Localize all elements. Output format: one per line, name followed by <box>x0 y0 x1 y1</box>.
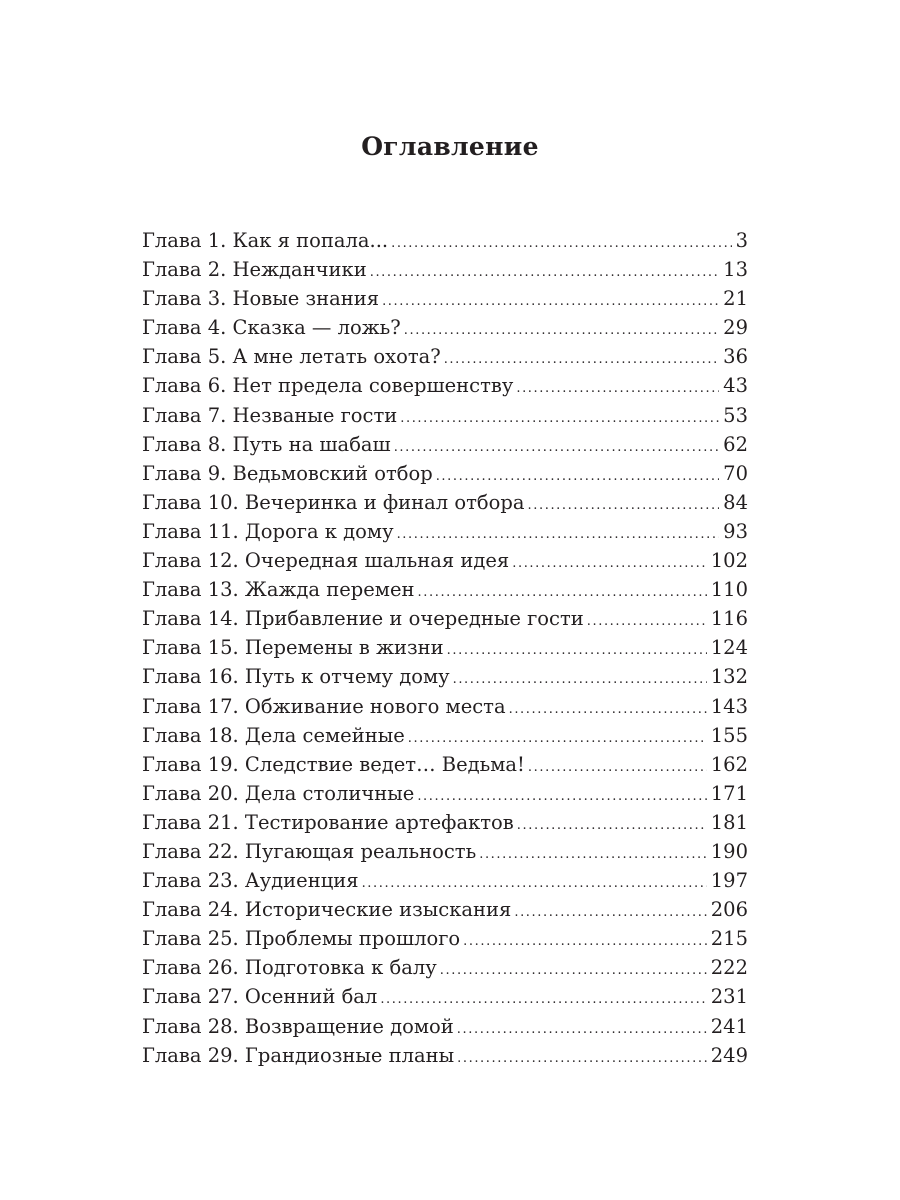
page-number: 206 <box>710 898 748 922</box>
chapter-title: Глава 3. Новые знания <box>142 287 380 311</box>
toc-entry <box>142 837 748 866</box>
dot-leader <box>463 927 707 956</box>
toc-entry <box>142 313 748 342</box>
page-number: 43 <box>723 374 748 398</box>
chapter-title: Глава 5. А мне летать охота? <box>142 345 441 369</box>
chapter-title: Глава 16. Путь к отчему дому <box>142 665 450 689</box>
chapter-title: Глава 11. Дорога к дому <box>142 519 394 543</box>
page-number: 222 <box>710 956 748 980</box>
chapter-title: Глава 25. Проблемы прошлого <box>142 927 461 951</box>
chapter-title: Глава 8. Путь на шабаш <box>142 432 391 456</box>
toc-entry <box>142 342 748 371</box>
dot-leader <box>479 840 707 869</box>
page-number: 116 <box>710 607 748 631</box>
dot-leader <box>404 316 719 345</box>
chapter-title: Глава 23. Аудиенция <box>142 869 359 893</box>
page-number: 70 <box>723 461 748 485</box>
chapter-title: Глава 18. Дела семейные <box>142 723 405 747</box>
toc-entry <box>142 1041 748 1070</box>
toc-entry <box>142 779 748 808</box>
dot-leader <box>512 549 707 578</box>
chapter-title: Глава 15. Перемены в жизни <box>142 636 444 660</box>
toc-entry <box>142 226 748 255</box>
dot-leader <box>391 229 731 258</box>
toc-entry <box>142 430 748 459</box>
dot-leader <box>517 811 707 840</box>
toc-entry <box>142 575 748 604</box>
dot-leader <box>394 433 719 462</box>
toc-entry <box>142 459 748 488</box>
toc-entry <box>142 546 748 575</box>
page-number: 102 <box>710 549 748 573</box>
page-number: 132 <box>710 665 748 689</box>
toc-entry <box>142 866 748 895</box>
dot-leader <box>440 956 707 985</box>
page-number: 36 <box>723 345 748 369</box>
chapter-title: Глава 12. Очередная шальная идея <box>142 549 510 573</box>
dot-leader <box>417 782 706 811</box>
dot-leader <box>408 724 707 753</box>
table-of-contents <box>142 226 748 1070</box>
toc-entry <box>142 982 748 1011</box>
dot-leader <box>382 287 719 316</box>
toc-entry <box>142 662 748 691</box>
page-number: 241 <box>710 1014 748 1038</box>
page-title: Оглавление <box>361 132 539 161</box>
dot-leader <box>447 636 707 665</box>
page-number: 155 <box>710 723 748 747</box>
chapter-title: Глава 28. Возвращение домой <box>142 1014 454 1038</box>
page-number: 84 <box>723 490 748 514</box>
chapter-title: Глава 1. Как я попала... <box>142 229 389 252</box>
toc-entry <box>142 401 748 430</box>
page-number: 181 <box>710 810 748 834</box>
dot-leader <box>516 374 719 403</box>
page-number: 171 <box>710 781 748 805</box>
dot-leader <box>509 695 707 724</box>
toc-entry <box>142 284 748 313</box>
dot-leader <box>528 753 707 782</box>
toc-entry <box>142 924 748 953</box>
dot-leader <box>418 578 707 607</box>
page-number: 249 <box>710 1043 748 1067</box>
chapter-title: Глава 4. Сказка — ложь? <box>142 316 401 340</box>
page-number: 13 <box>723 258 748 282</box>
chapter-title: Глава 17. Обживание нового места <box>142 694 506 718</box>
chapter-title: Глава 6. Нет предела совершенству <box>142 374 514 398</box>
dot-leader <box>444 345 719 374</box>
chapter-title: Глава 10. Вечеринка и финал отбора <box>142 490 525 514</box>
toc-entry <box>142 721 748 750</box>
dot-leader <box>436 462 719 491</box>
dot-leader <box>370 258 719 287</box>
dot-leader <box>457 1044 707 1073</box>
chapter-title: Глава 14. Прибавление и очередные гости <box>142 607 584 631</box>
chapter-title: Глава 26. Подготовка к балу <box>142 956 437 980</box>
chapter-title: Глава 27. Осенний бал <box>142 985 378 1009</box>
chapter-title: Глава 2. Нежданчики <box>142 258 367 282</box>
dot-leader <box>587 607 707 636</box>
toc-entry <box>142 517 748 546</box>
dot-leader <box>457 1015 707 1044</box>
chapter-title: Глава 22. Пугающая реальность <box>142 839 477 863</box>
dot-leader <box>362 869 707 898</box>
page-number: 124 <box>710 636 748 660</box>
toc-entry <box>142 633 748 662</box>
page-number: 190 <box>710 839 748 863</box>
toc-entry <box>142 371 748 400</box>
chapter-title: Глава 24. Исторические изыскания <box>142 898 512 922</box>
dot-leader <box>453 665 707 694</box>
dot-leader <box>514 898 706 927</box>
dot-leader <box>528 491 720 520</box>
page-number: 3 <box>735 229 748 252</box>
page-number: 53 <box>723 403 748 427</box>
page-number: 93 <box>723 519 748 543</box>
page-number: 215 <box>710 927 748 951</box>
page-number: 231 <box>710 985 748 1009</box>
toc-entry <box>142 750 748 779</box>
page-number: 197 <box>710 869 748 893</box>
chapter-title: Глава 21. Тестирование артефактов <box>142 810 514 834</box>
toc-entry <box>142 1012 748 1041</box>
chapter-title: Глава 19. Следствие ведет… Ведьма! <box>142 752 525 776</box>
page-number: 62 <box>723 432 748 456</box>
page-number: 29 <box>723 316 748 340</box>
chapter-title: Глава 9. Ведьмовский отбор <box>142 461 433 485</box>
dot-leader <box>397 520 720 549</box>
toc-entry <box>142 488 748 517</box>
page-number: 143 <box>710 694 748 718</box>
toc-entry <box>142 604 748 633</box>
chapter-title: Глава 7. Незваные гости <box>142 403 398 427</box>
dot-leader <box>400 404 719 433</box>
page-number: 21 <box>723 287 748 311</box>
chapter-title: Глава 20. Дела столичные <box>142 781 415 805</box>
toc-entry <box>142 953 748 982</box>
toc-entry <box>142 255 748 284</box>
chapter-title: Глава 29. Грандиозные планы <box>142 1043 455 1067</box>
page-number: 110 <box>710 578 748 602</box>
page-number: 162 <box>710 752 748 776</box>
toc-entry <box>142 692 748 721</box>
toc-entry <box>142 895 748 924</box>
dot-leader <box>380 985 706 1014</box>
toc-entry <box>142 808 748 837</box>
chapter-title: Глава 13. Жажда перемен <box>142 578 415 602</box>
